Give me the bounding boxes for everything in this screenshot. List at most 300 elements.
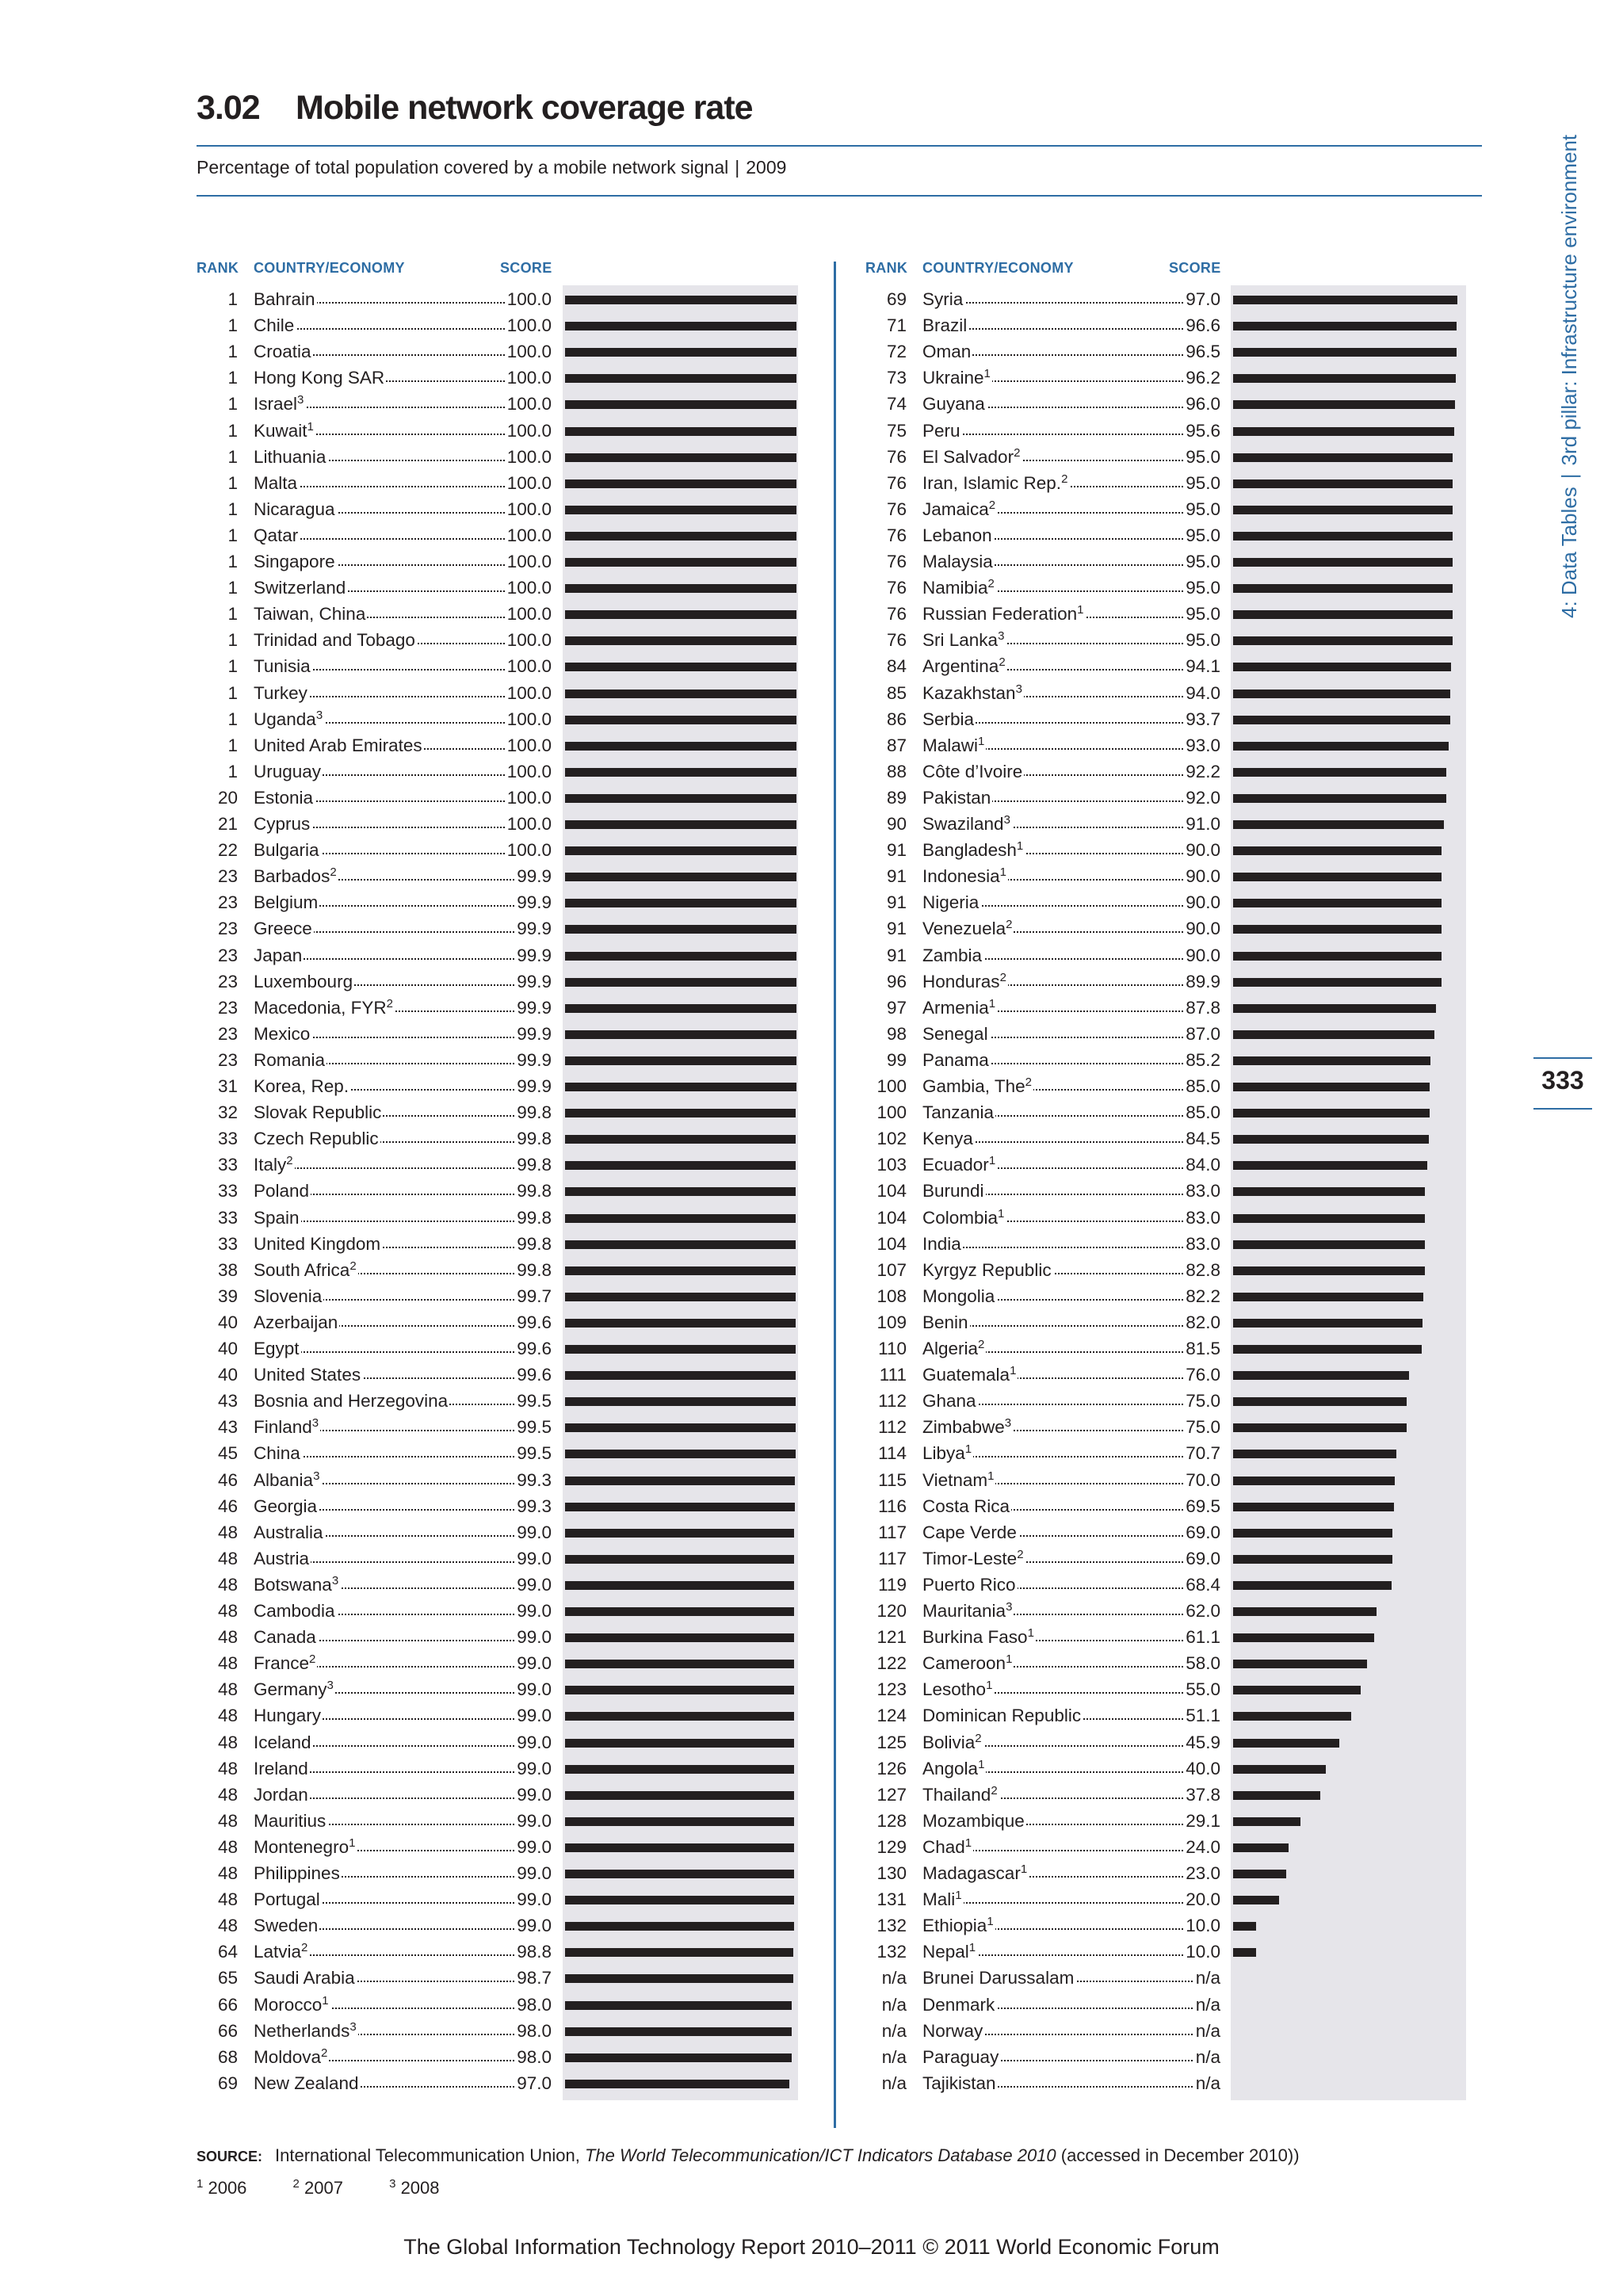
rank-cell: 90 bbox=[886, 814, 907, 834]
score-bar bbox=[1233, 506, 1453, 514]
country-name: Taiwan, China bbox=[254, 604, 366, 625]
country-name: Colombia bbox=[922, 1207, 999, 1228]
country-name: Kuwait bbox=[254, 420, 307, 441]
footnote-marker: 3 bbox=[349, 2019, 357, 2034]
table-row bbox=[0, 1388, 1623, 1414]
rank-cell: 132 bbox=[876, 1942, 907, 1962]
score-cell: 100.0 bbox=[506, 286, 552, 312]
table-row bbox=[0, 653, 1623, 679]
country-cell bbox=[922, 1362, 1018, 1388]
table-number: 3.02 bbox=[197, 89, 260, 127]
score-cell: 99.0 bbox=[515, 1755, 552, 1782]
score-cell: 99.7 bbox=[515, 1283, 552, 1309]
rank-cell: 1 bbox=[227, 315, 238, 336]
score-cell: 55.0 bbox=[1184, 1676, 1220, 1702]
footnote-year: 2007 bbox=[304, 2178, 343, 2198]
country-name: Ukraine bbox=[922, 368, 984, 388]
country-name: United Kingdom bbox=[254, 1233, 381, 1254]
country-name: Netherlands bbox=[254, 2020, 350, 2041]
country-cell bbox=[922, 968, 1008, 995]
table-row bbox=[0, 680, 1623, 706]
score-cell: 90.0 bbox=[1184, 837, 1220, 863]
score-cell: n/a bbox=[1194, 2018, 1220, 2044]
country-cell bbox=[922, 680, 1024, 706]
country-name: Portugal bbox=[254, 1889, 320, 1910]
score-cell: 99.0 bbox=[515, 1834, 552, 1860]
score-cell: 96.2 bbox=[1184, 365, 1220, 391]
footnote-marker: 3 bbox=[297, 393, 304, 407]
footnote-marker: 2 bbox=[988, 498, 996, 512]
table-row bbox=[0, 915, 1623, 942]
country-name: Philippines bbox=[254, 1863, 340, 1883]
footnote-marker: 1 bbox=[1077, 603, 1084, 617]
country-name: Honduras bbox=[922, 971, 1000, 991]
country-name: Sri Lanka bbox=[922, 630, 999, 651]
leader-dots bbox=[922, 1902, 1217, 1904]
country-cell bbox=[922, 1860, 1029, 1886]
leader-dots bbox=[922, 1247, 1217, 1248]
country-cell bbox=[922, 1939, 977, 1965]
score-cell: 99.0 bbox=[515, 1624, 552, 1650]
country-name: Russian Federation bbox=[922, 604, 1078, 625]
footnote-year: 2006 bbox=[208, 2178, 247, 2198]
rank-cell: 91 bbox=[886, 945, 907, 965]
score-bar bbox=[1233, 1187, 1425, 1196]
score-cell: 100.0 bbox=[506, 365, 552, 391]
score-bar bbox=[1233, 1056, 1430, 1065]
rank-cell: 33 bbox=[217, 1207, 238, 1228]
country-name: Canada bbox=[254, 1627, 316, 1648]
footnote-marker: 2 bbox=[1006, 918, 1013, 932]
rank-cell: 48 bbox=[217, 1810, 238, 1831]
source-access: (accessed in December 2010)) bbox=[1056, 2145, 1300, 2165]
table-row bbox=[0, 1362, 1623, 1388]
score-cell: 99.6 bbox=[515, 1362, 552, 1388]
rank-cell: 114 bbox=[878, 1443, 907, 1464]
table-row bbox=[0, 1309, 1623, 1335]
score-bar bbox=[1233, 794, 1446, 803]
country-cell bbox=[922, 1178, 986, 1204]
score-bar bbox=[1233, 899, 1442, 907]
country-name: Indonesia bbox=[922, 866, 1000, 887]
country-cell bbox=[922, 522, 994, 548]
footnote-marker: 2 bbox=[978, 1338, 985, 1351]
country-name: Saudi Arabia bbox=[254, 1968, 355, 1988]
score-cell: 69.0 bbox=[1184, 1545, 1220, 1572]
rank-cell: 48 bbox=[217, 1758, 238, 1778]
footnote-marker: 1 bbox=[978, 1757, 985, 1771]
score-cell: 69.5 bbox=[1184, 1493, 1220, 1519]
score-cell: 100.0 bbox=[506, 338, 552, 365]
table-row bbox=[0, 1205, 1623, 1231]
footnote-marker: 1 bbox=[1020, 1862, 1028, 1876]
country-name: Latvia bbox=[254, 1942, 302, 1962]
rank-cell: 48 bbox=[217, 1863, 238, 1883]
country-cell bbox=[922, 1834, 973, 1860]
table-row bbox=[0, 1440, 1623, 1466]
subtitle-text: Percentage of total population covered by a mobile network signal bbox=[197, 157, 729, 178]
country-name: Pakistan bbox=[922, 787, 991, 808]
footnote-marker: 3 bbox=[1006, 1600, 1013, 1614]
score-cell: 99.5 bbox=[515, 1414, 552, 1440]
country-cell bbox=[922, 286, 964, 312]
country-cell bbox=[922, 1099, 995, 1125]
country-name: Senegal bbox=[922, 1023, 988, 1044]
score-cell: 45.9 bbox=[1184, 1729, 1220, 1755]
rank-cell: 1 bbox=[227, 604, 238, 625]
footnote-marker: 3 bbox=[1004, 1416, 1012, 1431]
rank-cell: 85 bbox=[886, 682, 907, 703]
table-row bbox=[0, 1073, 1623, 1099]
country-name: Zambia bbox=[922, 945, 983, 965]
country-name: United States bbox=[254, 1365, 361, 1385]
rank-cell: 84 bbox=[886, 656, 907, 677]
footnote-marker: 2 bbox=[987, 577, 995, 591]
subtitle-year: 2009 bbox=[746, 157, 787, 178]
country-name: Dominican Republic bbox=[922, 1706, 1082, 1726]
footnote-marker: 1 bbox=[983, 367, 991, 381]
score-cell: 95.0 bbox=[1184, 470, 1220, 496]
rank-cell: 115 bbox=[878, 1469, 907, 1490]
rank-cell: n/a bbox=[881, 1994, 907, 2015]
score-cell: 10.0 bbox=[1184, 1912, 1220, 1939]
leader-dots bbox=[922, 434, 1217, 435]
table-row bbox=[0, 863, 1623, 889]
footnote-marker: 1 bbox=[964, 1836, 972, 1850]
country-cell bbox=[922, 758, 1024, 785]
country-name: Gambia, The bbox=[922, 1076, 1025, 1096]
country-name: Libya bbox=[922, 1443, 965, 1464]
footnote-marker: 1 bbox=[1027, 1626, 1034, 1641]
country-cell bbox=[922, 365, 992, 391]
footnote-marker: 2 bbox=[386, 996, 393, 1010]
rank-cell: 48 bbox=[217, 1548, 238, 1568]
rank-cell: 1 bbox=[227, 630, 238, 651]
country-name: Lebanon bbox=[922, 525, 992, 545]
score-bar bbox=[1233, 427, 1454, 436]
country-name: Germany bbox=[254, 1679, 327, 1700]
country-name: Cyprus bbox=[254, 814, 311, 834]
score-bar bbox=[1233, 1843, 1289, 1852]
country-cell bbox=[922, 732, 986, 758]
country-cell bbox=[922, 889, 980, 915]
country-name: Jordan bbox=[254, 1784, 308, 1805]
country-cell bbox=[922, 338, 972, 365]
footnote-marker: 3 bbox=[313, 1469, 320, 1483]
score-cell: n/a bbox=[1194, 1965, 1220, 1991]
country-name: Bangladesh bbox=[922, 840, 1017, 861]
score-bar bbox=[1233, 925, 1442, 934]
table-row bbox=[0, 575, 1623, 601]
table-row bbox=[0, 706, 1623, 732]
country-name: Bolivia bbox=[922, 1732, 976, 1752]
score-cell: 37.8 bbox=[1184, 1782, 1220, 1808]
score-cell: 62.0 bbox=[1184, 1598, 1220, 1624]
score-bar bbox=[1233, 978, 1442, 987]
country-name: Mexico bbox=[254, 1023, 311, 1044]
score-cell: 98.7 bbox=[515, 1965, 552, 1991]
footnote-mark: 2 bbox=[292, 2177, 300, 2191]
score-bar bbox=[1233, 1083, 1430, 1091]
table-row bbox=[0, 1808, 1623, 1834]
table-row bbox=[0, 444, 1623, 470]
table-row bbox=[0, 758, 1623, 785]
score-cell: 83.0 bbox=[1184, 1178, 1220, 1204]
score-cell: 83.0 bbox=[1184, 1205, 1220, 1231]
score-bar bbox=[1233, 1503, 1394, 1511]
rank-cell: 98 bbox=[886, 1023, 907, 1044]
rank-cell: 46 bbox=[217, 1496, 238, 1516]
rank-cell: 120 bbox=[876, 1601, 907, 1621]
rank-cell: 48 bbox=[217, 1784, 238, 1805]
score-cell: 100.0 bbox=[506, 627, 552, 653]
table-row bbox=[0, 1021, 1623, 1047]
score-bar bbox=[1233, 1371, 1409, 1380]
country-name: Nepal bbox=[922, 1942, 969, 1962]
score-bar bbox=[1233, 1030, 1434, 1039]
rank-cell: 86 bbox=[886, 709, 907, 729]
country-name: Kazakhstan bbox=[922, 682, 1016, 703]
country-cell bbox=[922, 1309, 970, 1335]
score-cell: 99.3 bbox=[515, 1467, 552, 1493]
score-bar bbox=[1233, 400, 1455, 409]
country-name: Botswana bbox=[254, 1574, 332, 1595]
score-cell: 85.0 bbox=[1184, 1073, 1220, 1099]
score-cell: 95.0 bbox=[1184, 601, 1220, 627]
rank-cell: 89 bbox=[886, 787, 907, 808]
footnote-marker: 3 bbox=[315, 708, 323, 722]
country-name: Mauritius bbox=[254, 1810, 327, 1831]
footnote-year: 2008 bbox=[400, 2178, 440, 2198]
rank-cell: 48 bbox=[217, 1836, 238, 1857]
score-bar bbox=[1233, 1896, 1279, 1904]
country-cell bbox=[922, 1545, 1025, 1572]
rank-cell: 66 bbox=[217, 2020, 238, 2041]
rank-cell: 117 bbox=[878, 1522, 907, 1542]
table-row bbox=[0, 548, 1623, 575]
rank-cell: 40 bbox=[217, 1312, 238, 1332]
country-name: Zimbabwe bbox=[922, 1417, 1005, 1438]
country-cell bbox=[922, 1886, 964, 1912]
score-bar bbox=[1233, 1214, 1425, 1223]
score-bar bbox=[1233, 1739, 1339, 1748]
score-bar bbox=[1233, 374, 1456, 383]
score-cell: 98.0 bbox=[515, 2018, 552, 2044]
score-cell: 99.6 bbox=[515, 1335, 552, 1362]
score-bar bbox=[1233, 453, 1453, 462]
country-name: Iceland bbox=[254, 1732, 311, 1752]
rank-cell: 22 bbox=[217, 840, 238, 861]
rank-cell: 121 bbox=[876, 1627, 907, 1648]
score-bar bbox=[1233, 1948, 1256, 1957]
score-cell: 83.0 bbox=[1184, 1231, 1220, 1257]
score-bar bbox=[1233, 1765, 1326, 1774]
page-title: Mobile network coverage rate bbox=[296, 89, 753, 127]
score-cell: 85.0 bbox=[1184, 1099, 1220, 1125]
country-name: Armenia bbox=[922, 997, 989, 1018]
table-row bbox=[0, 1257, 1623, 1283]
rank-cell: 87 bbox=[886, 735, 907, 755]
rank-cell: 23 bbox=[217, 866, 238, 887]
rank-cell: 45 bbox=[217, 1443, 238, 1464]
score-bar bbox=[1233, 1686, 1361, 1694]
table-row bbox=[0, 496, 1623, 522]
score-bar bbox=[1233, 1817, 1300, 1826]
rank-cell: 76 bbox=[886, 578, 907, 598]
country-name: Turkey bbox=[254, 682, 307, 703]
score-bar bbox=[1233, 952, 1442, 961]
country-name: Egypt bbox=[254, 1339, 300, 1358]
score-cell: 99.0 bbox=[515, 1808, 552, 1834]
score-bar bbox=[1233, 1397, 1407, 1406]
country-name: Brunei Darussalam bbox=[922, 1968, 1075, 1988]
table-row bbox=[0, 1965, 1623, 1991]
country-cell bbox=[922, 1782, 999, 1808]
score-cell: 99.9 bbox=[515, 942, 552, 968]
table-row bbox=[0, 1676, 1623, 1702]
rank-cell: 66 bbox=[217, 1994, 238, 2015]
score-bar bbox=[1233, 768, 1446, 777]
footnote-marker: 1 bbox=[998, 1206, 1005, 1221]
country-name: Ethiopia bbox=[922, 1916, 987, 1936]
country-cell bbox=[922, 470, 1069, 496]
score-bar bbox=[1233, 296, 1457, 304]
country-name: Vietnam bbox=[922, 1469, 988, 1490]
country-cell bbox=[922, 785, 992, 811]
score-bar bbox=[1233, 1922, 1256, 1931]
rank-cell: 128 bbox=[876, 1810, 907, 1831]
score-bar bbox=[1233, 1477, 1395, 1485]
country-name: Norway bbox=[922, 2020, 983, 2041]
country-name: Costa Rica bbox=[922, 1496, 1010, 1516]
country-name: Estonia bbox=[254, 787, 314, 808]
rank-cell: 40 bbox=[217, 1365, 238, 1385]
score-cell: 82.8 bbox=[1184, 1257, 1220, 1283]
country-name: Malawi bbox=[922, 735, 979, 755]
country-cell bbox=[922, 1624, 1036, 1650]
country-name: Montenegro bbox=[254, 1836, 349, 1857]
country-name: Lesotho bbox=[922, 1679, 987, 1700]
rank-cell: n/a bbox=[881, 1968, 907, 1988]
rank-cell: 112 bbox=[878, 1391, 907, 1412]
table-row bbox=[0, 1650, 1623, 1676]
footnote-marker: 1 bbox=[986, 1679, 993, 1693]
country-name: Trinidad and Tobago bbox=[254, 630, 415, 651]
rank-cell: 1 bbox=[227, 446, 238, 467]
score-bar bbox=[1233, 1109, 1430, 1117]
country-name: Mozambique bbox=[922, 1810, 1025, 1831]
country-name: Azerbaijan bbox=[254, 1312, 338, 1332]
footnote-marker: 1 bbox=[1006, 1652, 1013, 1667]
col-header-score-left: SCORE bbox=[500, 260, 552, 276]
table-row bbox=[0, 995, 1623, 1021]
score-cell: n/a bbox=[1194, 2044, 1220, 2070]
table-row bbox=[0, 286, 1623, 312]
score-cell: 58.0 bbox=[1184, 1650, 1220, 1676]
country-cell bbox=[922, 627, 1006, 653]
score-cell: 51.1 bbox=[1184, 1702, 1220, 1729]
rank-cell: 100 bbox=[876, 1076, 907, 1096]
col-header-rank-left: RANK bbox=[197, 260, 239, 276]
country-name: Morocco bbox=[254, 1994, 323, 2015]
rank-cell: 23 bbox=[217, 892, 238, 913]
score-cell: 99.5 bbox=[515, 1440, 552, 1466]
country-cell bbox=[922, 548, 995, 575]
footnote-marker: 3 bbox=[1003, 813, 1010, 827]
rank-cell: 112 bbox=[878, 1417, 907, 1438]
rank-cell: 38 bbox=[217, 1259, 238, 1280]
footnote-marker: 2 bbox=[999, 970, 1006, 984]
table-row bbox=[0, 1283, 1623, 1309]
score-cell: 94.0 bbox=[1184, 680, 1220, 706]
score-bar bbox=[1233, 1450, 1396, 1458]
country-cell bbox=[922, 1335, 986, 1362]
table-row bbox=[0, 601, 1623, 627]
table-row bbox=[0, 2070, 1623, 2096]
score-bar bbox=[1233, 558, 1453, 567]
country-cell bbox=[922, 1467, 995, 1493]
score-cell: 100.0 bbox=[506, 312, 552, 338]
country-cell bbox=[922, 1808, 1026, 1834]
country-name: Czech Republic bbox=[254, 1129, 379, 1149]
rank-cell: 69 bbox=[886, 289, 907, 309]
country-name: Mali bbox=[922, 1889, 956, 1910]
footnote-marker: 2 bbox=[286, 1154, 293, 1168]
table-row bbox=[0, 1178, 1623, 1204]
rank-cell: 116 bbox=[878, 1496, 907, 1516]
score-bar bbox=[1233, 846, 1442, 855]
rank-cell: 23 bbox=[217, 919, 238, 939]
rank-cell: 1 bbox=[227, 578, 238, 598]
score-cell: 100.0 bbox=[506, 732, 552, 758]
country-cell bbox=[922, 1205, 1006, 1231]
rank-cell: 131 bbox=[876, 1889, 907, 1910]
country-name: Poland bbox=[254, 1181, 310, 1201]
score-bar bbox=[1233, 1581, 1392, 1590]
country-name: Oman bbox=[922, 342, 972, 362]
table-row bbox=[0, 338, 1623, 365]
country-name: Moldova bbox=[254, 2046, 322, 2067]
country-name: Ireland bbox=[254, 1758, 308, 1778]
score-bar bbox=[1233, 663, 1451, 671]
rank-cell: 111 bbox=[879, 1365, 907, 1385]
country-name: Swaziland bbox=[922, 814, 1004, 834]
footnote-mark: 3 bbox=[389, 2177, 396, 2191]
table-row bbox=[0, 1493, 1623, 1519]
country-name: Malta bbox=[254, 472, 298, 493]
country-name: Romania bbox=[254, 1049, 326, 1070]
table-row bbox=[0, 1729, 1623, 1755]
score-cell: 99.9 bbox=[515, 889, 552, 915]
rank-cell: 91 bbox=[886, 892, 907, 913]
country-name: Brazil bbox=[922, 315, 968, 336]
rank-cell: 1 bbox=[227, 656, 238, 677]
rank-cell: 48 bbox=[217, 1679, 238, 1700]
rank-cell: 46 bbox=[217, 1469, 238, 1490]
rank-cell: 68 bbox=[217, 2046, 238, 2067]
rank-cell: 99 bbox=[886, 1049, 907, 1070]
score-cell: 99.3 bbox=[515, 1493, 552, 1519]
country-name: Cape Verde bbox=[922, 1522, 1017, 1542]
country-name: Slovenia bbox=[254, 1286, 323, 1306]
country-cell bbox=[922, 1493, 1011, 1519]
score-cell: 99.9 bbox=[515, 968, 552, 995]
rank-cell: 76 bbox=[886, 446, 907, 467]
rank-cell: 1 bbox=[227, 552, 238, 571]
source-text: International Telecommunication Union, bbox=[275, 2145, 585, 2165]
score-cell: 99.0 bbox=[515, 1650, 552, 1676]
country-cell bbox=[922, 837, 1025, 863]
